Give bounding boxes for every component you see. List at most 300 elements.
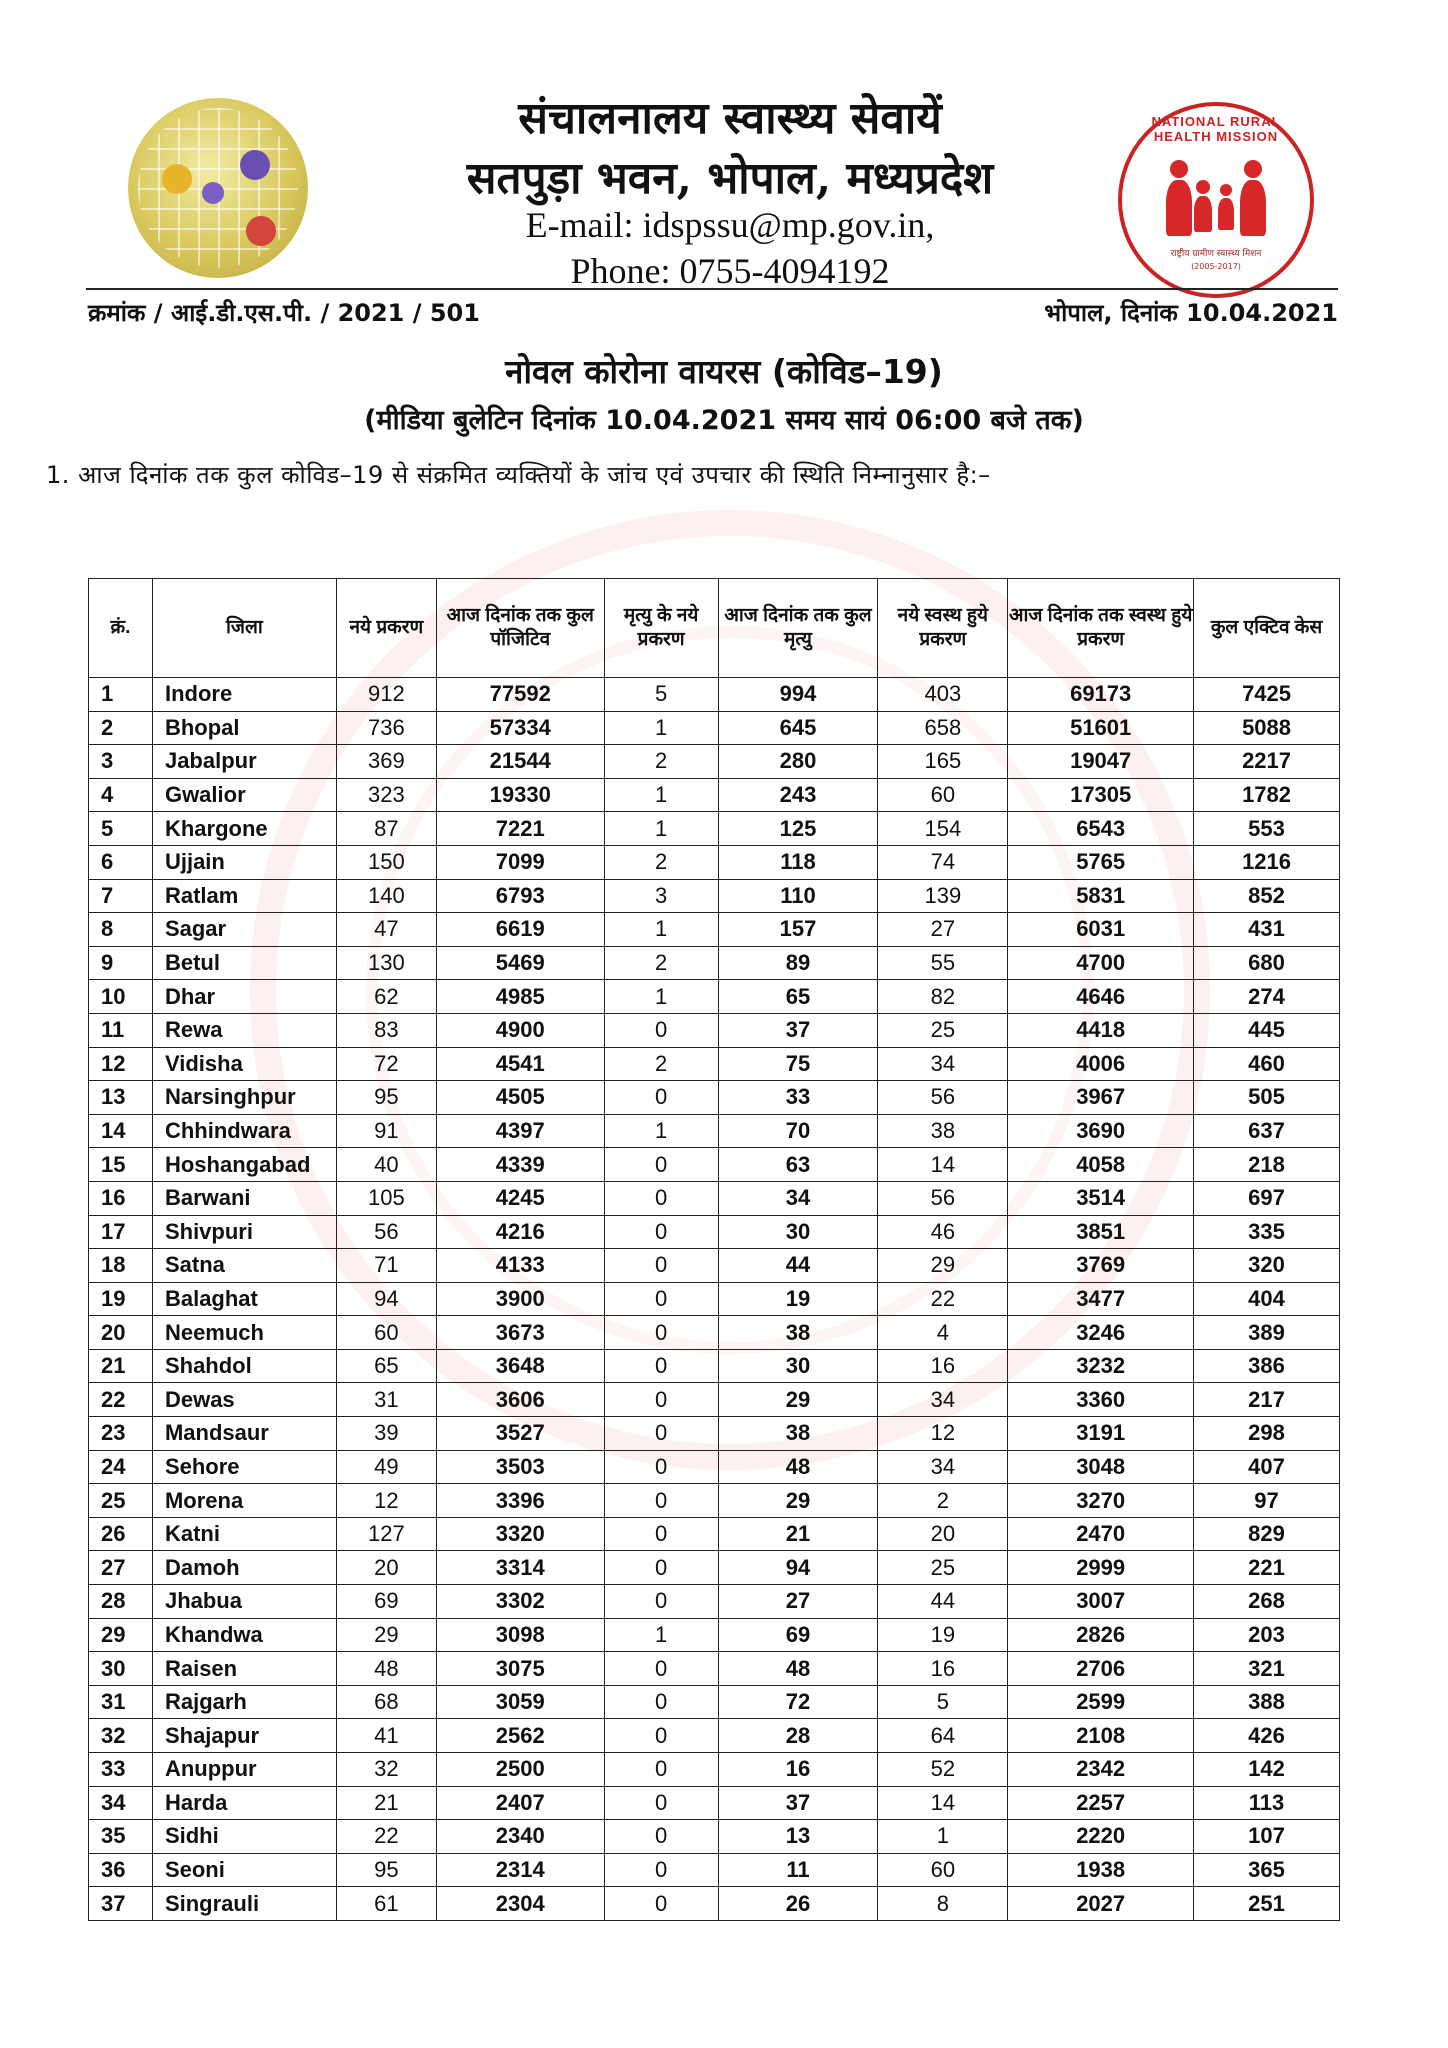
cell-new-cases: 56: [336, 1215, 436, 1249]
cell-sno: 15: [89, 1148, 153, 1182]
cell-total-positive: 3503: [436, 1450, 604, 1484]
cell-new-recovered: 25: [878, 1551, 1008, 1585]
cell-total-recovered: 5765: [1008, 845, 1194, 879]
cell-sno: 27: [89, 1551, 153, 1585]
header-new-deaths: मृत्यु के नये प्रकरण: [604, 579, 718, 678]
table-row: [89, 845, 1340, 879]
header-total-deaths: आज दिनांक तक कुल मृत्यु: [718, 579, 878, 678]
table-row: [89, 1786, 1340, 1820]
nrhm-logo-text: NATIONAL RURAL HEALTH MISSION: [1151, 114, 1281, 144]
cell-total-positive: 4985: [436, 980, 604, 1014]
table-row: [89, 1685, 1340, 1719]
cell-total-recovered: 2706: [1008, 1652, 1194, 1686]
cell-total-deaths: 48: [718, 1652, 878, 1686]
cell-active-cases: 460: [1194, 1047, 1340, 1081]
district-covid-table: [88, 578, 1340, 1921]
cell-new-recovered: 22: [878, 1282, 1008, 1316]
cell-district: Rewa: [152, 1013, 336, 1047]
cell-new-cases: 736: [336, 711, 436, 745]
cell-new-recovered: 154: [878, 812, 1008, 846]
cell-total-recovered: 3270: [1008, 1484, 1194, 1518]
table-row: [89, 1215, 1340, 1249]
cell-new-cases: 127: [336, 1517, 436, 1551]
header-new-cases: नये प्रकरण: [336, 579, 436, 678]
cell-active-cases: 852: [1194, 879, 1340, 913]
cell-district: Chhindwara: [152, 1114, 336, 1148]
department-address: सतपुड़ा भवन, भोपाल, मध्यप्रदेश: [466, 153, 994, 204]
cell-active-cases: 268: [1194, 1585, 1340, 1619]
cell-total-deaths: 37: [718, 1013, 878, 1047]
cell-total-deaths: 34: [718, 1181, 878, 1215]
cell-new-cases: 83: [336, 1013, 436, 1047]
cell-district: Sagar: [152, 913, 336, 947]
cell-new-recovered: 20: [878, 1517, 1008, 1551]
cell-new-recovered: 2: [878, 1484, 1008, 1518]
cell-new-cases: 62: [336, 980, 436, 1014]
cell-district: Raisen: [152, 1652, 336, 1686]
cell-total-recovered: 3477: [1008, 1282, 1194, 1316]
cell-new-deaths: 0: [604, 1786, 718, 1820]
cell-total-deaths: 29: [718, 1484, 878, 1518]
cell-sno: 20: [89, 1316, 153, 1350]
cell-district: Ujjain: [152, 845, 336, 879]
cell-active-cases: 218: [1194, 1148, 1340, 1182]
cell-sno: 37: [89, 1887, 153, 1921]
cell-total-deaths: 19: [718, 1282, 878, 1316]
place-date: भोपाल, दिनांक 10.04.2021: [1044, 299, 1338, 327]
cell-total-positive: 5469: [436, 946, 604, 980]
table-row: [89, 1551, 1340, 1585]
cell-total-recovered: 4700: [1008, 946, 1194, 980]
cell-new-deaths: 1: [604, 812, 718, 846]
cell-total-deaths: 38: [718, 1417, 878, 1451]
cell-total-positive: 77592: [436, 678, 604, 712]
cell-total-recovered: 4646: [1008, 980, 1194, 1014]
table-row: [89, 1484, 1340, 1518]
cell-total-positive: 4505: [436, 1081, 604, 1115]
cell-new-deaths: 0: [604, 1450, 718, 1484]
cell-sno: 17: [89, 1215, 153, 1249]
cell-new-cases: 105: [336, 1181, 436, 1215]
header-divider: [86, 288, 1338, 290]
cell-total-positive: 21544: [436, 745, 604, 779]
cell-total-deaths: 72: [718, 1685, 878, 1719]
cell-sno: 29: [89, 1618, 153, 1652]
cell-new-deaths: 0: [604, 1215, 718, 1249]
cell-new-recovered: 4: [878, 1316, 1008, 1350]
table-body: [89, 678, 1340, 1921]
family-figures-icon: [1160, 154, 1272, 244]
cell-new-recovered: 34: [878, 1383, 1008, 1417]
table-row: [89, 678, 1340, 712]
cell-new-recovered: 52: [878, 1753, 1008, 1787]
cell-total-recovered: 3514: [1008, 1181, 1194, 1215]
cell-new-cases: 31: [336, 1383, 436, 1417]
cell-sno: 4: [89, 778, 153, 812]
cell-total-positive: 19330: [436, 778, 604, 812]
cell-district: Harda: [152, 1786, 336, 1820]
cell-district: Rajgarh: [152, 1685, 336, 1719]
cell-new-recovered: 38: [878, 1114, 1008, 1148]
cell-total-positive: 4900: [436, 1013, 604, 1047]
table-row: [89, 1853, 1340, 1887]
cell-new-deaths: 0: [604, 1719, 718, 1753]
cell-new-cases: 65: [336, 1349, 436, 1383]
cell-sno: 21: [89, 1349, 153, 1383]
cell-new-recovered: 139: [878, 879, 1008, 913]
header-new-recovered: नये स्वस्थ हुये प्रकरण: [878, 579, 1008, 678]
cell-total-positive: 3098: [436, 1618, 604, 1652]
cell-district: Balaghat: [152, 1282, 336, 1316]
cell-district: Hoshangabad: [152, 1148, 336, 1182]
cell-district: Morena: [152, 1484, 336, 1518]
cell-total-deaths: 157: [718, 913, 878, 947]
cell-total-recovered: 2826: [1008, 1618, 1194, 1652]
cell-total-positive: 57334: [436, 711, 604, 745]
cell-new-deaths: 0: [604, 1685, 718, 1719]
cell-new-recovered: 14: [878, 1148, 1008, 1182]
cell-total-deaths: 70: [718, 1114, 878, 1148]
cell-total-positive: 6793: [436, 879, 604, 913]
table-row: [89, 711, 1340, 745]
cell-new-recovered: 34: [878, 1047, 1008, 1081]
cell-total-positive: 7099: [436, 845, 604, 879]
table-row: [89, 980, 1340, 1014]
table-row: [89, 745, 1340, 779]
cell-district: Shajapur: [152, 1719, 336, 1753]
cell-total-deaths: 65: [718, 980, 878, 1014]
cell-total-recovered: 3007: [1008, 1585, 1194, 1619]
cell-active-cases: 5088: [1194, 711, 1340, 745]
cell-total-recovered: 19047: [1008, 745, 1194, 779]
cell-total-positive: 6619: [436, 913, 604, 947]
cell-sno: 32: [89, 1719, 153, 1753]
cell-new-cases: 323: [336, 778, 436, 812]
cell-new-recovered: 25: [878, 1013, 1008, 1047]
cell-sno: 19: [89, 1282, 153, 1316]
cell-active-cases: 829: [1194, 1517, 1340, 1551]
cell-total-positive: 2500: [436, 1753, 604, 1787]
cell-sno: 22: [89, 1383, 153, 1417]
cell-new-cases: 47: [336, 913, 436, 947]
cell-district: Ratlam: [152, 879, 336, 913]
cell-active-cases: 505: [1194, 1081, 1340, 1115]
cell-total-recovered: 2999: [1008, 1551, 1194, 1585]
cell-new-cases: 95: [336, 1853, 436, 1887]
cell-total-positive: 3396: [436, 1484, 604, 1518]
cell-new-cases: 94: [336, 1282, 436, 1316]
cell-active-cases: 335: [1194, 1215, 1340, 1249]
cell-new-recovered: 14: [878, 1786, 1008, 1820]
cell-active-cases: 203: [1194, 1618, 1340, 1652]
cell-total-recovered: 5831: [1008, 879, 1194, 913]
cell-new-recovered: 56: [878, 1081, 1008, 1115]
cell-active-cases: 217: [1194, 1383, 1340, 1417]
cell-active-cases: 431: [1194, 913, 1340, 947]
cell-total-recovered: 4058: [1008, 1148, 1194, 1182]
cell-district: Shahdol: [152, 1349, 336, 1383]
cell-total-recovered: 2257: [1008, 1786, 1194, 1820]
table-row: [89, 1249, 1340, 1283]
table-row: [89, 1282, 1340, 1316]
cell-total-recovered: 51601: [1008, 711, 1194, 745]
cell-sno: 12: [89, 1047, 153, 1081]
cell-district: Barwani: [152, 1181, 336, 1215]
cell-sno: 35: [89, 1820, 153, 1854]
cell-active-cases: 142: [1194, 1753, 1340, 1787]
cell-district: Indore: [152, 678, 336, 712]
cell-total-positive: 4133: [436, 1249, 604, 1283]
cell-total-deaths: 29: [718, 1383, 878, 1417]
cell-new-recovered: 55: [878, 946, 1008, 980]
cell-total-positive: 3320: [436, 1517, 604, 1551]
table-row: [89, 1618, 1340, 1652]
cell-new-cases: 150: [336, 845, 436, 879]
cell-new-recovered: 60: [878, 1853, 1008, 1887]
cell-total-positive: 3606: [436, 1383, 604, 1417]
cell-sno: 9: [89, 946, 153, 980]
department-title: संचालनालय स्वास्थ्य सेवायें: [518, 93, 942, 144]
cell-new-deaths: 0: [604, 1484, 718, 1518]
cell-district: Gwalior: [152, 778, 336, 812]
cell-new-cases: 71: [336, 1249, 436, 1283]
cell-total-positive: 7221: [436, 812, 604, 846]
table-row: [89, 1887, 1340, 1921]
cell-active-cases: 1782: [1194, 778, 1340, 812]
cell-total-deaths: 21: [718, 1517, 878, 1551]
cell-new-recovered: 46: [878, 1215, 1008, 1249]
cell-total-deaths: 63: [718, 1148, 878, 1182]
bulletin-subtitle: (मीडिया बुलेटिन दिनांक 10.04.2021 समय सायं 06:00 बजे तक): [364, 405, 1084, 436]
logo-figure-red: [246, 216, 276, 246]
cell-district: Seoni: [152, 1853, 336, 1887]
table-row: [89, 1517, 1340, 1551]
cell-total-deaths: 27: [718, 1585, 878, 1619]
header-total-positive: आज दिनांक तक कुल पॉजिटिव: [436, 579, 604, 678]
cell-sno: 34: [89, 1786, 153, 1820]
cell-district: Bhopal: [152, 711, 336, 745]
cell-active-cases: 407: [1194, 1450, 1340, 1484]
cell-total-recovered: 3967: [1008, 1081, 1194, 1115]
table-row: [89, 1383, 1340, 1417]
cell-total-recovered: 3769: [1008, 1249, 1194, 1283]
cell-active-cases: 553: [1194, 812, 1340, 846]
cell-new-deaths: 1: [604, 1618, 718, 1652]
cell-total-recovered: 4006: [1008, 1047, 1194, 1081]
cell-district: Mandsaur: [152, 1417, 336, 1451]
cell-total-recovered: 17305: [1008, 778, 1194, 812]
cell-new-deaths: 0: [604, 1517, 718, 1551]
cell-sno: 11: [89, 1013, 153, 1047]
cell-active-cases: 321: [1194, 1652, 1340, 1686]
cell-new-cases: 95: [336, 1081, 436, 1115]
cell-active-cases: 97: [1194, 1484, 1340, 1518]
cell-total-recovered: 2108: [1008, 1719, 1194, 1753]
cell-new-recovered: 5: [878, 1685, 1008, 1719]
cell-new-recovered: 64: [878, 1719, 1008, 1753]
cell-total-deaths: 89: [718, 946, 878, 980]
cell-new-deaths: 0: [604, 1349, 718, 1383]
cell-total-recovered: 2220: [1008, 1820, 1194, 1854]
cell-new-recovered: 16: [878, 1652, 1008, 1686]
header-district: जिला: [152, 579, 336, 678]
cell-total-recovered: 3191: [1008, 1417, 1194, 1451]
cell-new-cases: 140: [336, 879, 436, 913]
cell-sno: 28: [89, 1585, 153, 1619]
cell-total-positive: 3648: [436, 1349, 604, 1383]
cell-total-positive: 2340: [436, 1820, 604, 1854]
cell-new-deaths: 0: [604, 1887, 718, 1921]
table-row: [89, 1081, 1340, 1115]
cell-new-cases: 12: [336, 1484, 436, 1518]
cell-sno: 30: [89, 1652, 153, 1686]
cell-total-deaths: 118: [718, 845, 878, 879]
cell-new-deaths: 0: [604, 1148, 718, 1182]
cell-new-deaths: 1: [604, 980, 718, 1014]
cell-total-deaths: 110: [718, 879, 878, 913]
cell-new-deaths: 3: [604, 879, 718, 913]
cell-total-recovered: 6543: [1008, 812, 1194, 846]
cell-new-cases: 32: [336, 1753, 436, 1787]
cell-total-recovered: 2027: [1008, 1887, 1194, 1921]
cell-active-cases: 637: [1194, 1114, 1340, 1148]
table-row: [89, 913, 1340, 947]
cell-active-cases: 113: [1194, 1786, 1340, 1820]
cell-active-cases: 386: [1194, 1349, 1340, 1383]
cell-total-deaths: 48: [718, 1450, 878, 1484]
cell-total-deaths: 11: [718, 1853, 878, 1887]
cell-total-deaths: 16: [718, 1753, 878, 1787]
cell-sno: 24: [89, 1450, 153, 1484]
cell-new-deaths: 1: [604, 1114, 718, 1148]
cell-sno: 1: [89, 678, 153, 712]
cell-new-deaths: 0: [604, 1181, 718, 1215]
nrhm-logo: [1118, 102, 1314, 298]
cell-active-cases: 251: [1194, 1887, 1340, 1921]
cell-district: Khandwa: [152, 1618, 336, 1652]
cell-total-deaths: 28: [718, 1719, 878, 1753]
cell-new-deaths: 2: [604, 946, 718, 980]
cell-new-recovered: 74: [878, 845, 1008, 879]
cell-total-deaths: 645: [718, 711, 878, 745]
cell-new-recovered: 403: [878, 678, 1008, 712]
cell-active-cases: 320: [1194, 1249, 1340, 1283]
cell-active-cases: 680: [1194, 946, 1340, 980]
cell-district: Dewas: [152, 1383, 336, 1417]
cell-new-deaths: 2: [604, 1047, 718, 1081]
cell-new-cases: 68: [336, 1685, 436, 1719]
cell-total-deaths: 125: [718, 812, 878, 846]
cell-new-deaths: 1: [604, 711, 718, 745]
cell-active-cases: 107: [1194, 1820, 1340, 1854]
table-row: [89, 1450, 1340, 1484]
cell-new-cases: 40: [336, 1148, 436, 1182]
cell-district: Damoh: [152, 1551, 336, 1585]
cell-sno: 8: [89, 913, 153, 947]
cell-new-deaths: 0: [604, 1249, 718, 1283]
nrhm-logo-years: (2005-2017): [1191, 262, 1241, 271]
department-phone: Phone: 0755-4094192: [570, 251, 890, 291]
cell-total-deaths: 37: [718, 1786, 878, 1820]
cell-new-cases: 39: [336, 1417, 436, 1451]
cell-active-cases: 426: [1194, 1719, 1340, 1753]
cell-sno: 25: [89, 1484, 153, 1518]
cell-new-deaths: 0: [604, 1081, 718, 1115]
cell-district: Narsinghpur: [152, 1081, 336, 1115]
cell-district: Katni: [152, 1517, 336, 1551]
cell-new-deaths: 0: [604, 1013, 718, 1047]
table-row: [89, 1753, 1340, 1787]
table-row: [89, 879, 1340, 913]
cell-total-recovered: 3246: [1008, 1316, 1194, 1350]
cell-total-positive: 3673: [436, 1316, 604, 1350]
table-row: [89, 1820, 1340, 1854]
cell-new-deaths: 0: [604, 1383, 718, 1417]
cell-total-positive: 3900: [436, 1282, 604, 1316]
table-row: [89, 1181, 1340, 1215]
cell-new-cases: 72: [336, 1047, 436, 1081]
table-header-row: [89, 579, 1340, 678]
cell-district: Khargone: [152, 812, 336, 846]
cell-total-recovered: 3232: [1008, 1349, 1194, 1383]
table-row: [89, 1417, 1340, 1451]
cell-district: Neemuch: [152, 1316, 336, 1350]
cell-district: Jhabua: [152, 1585, 336, 1619]
cell-sno: 2: [89, 711, 153, 745]
cell-new-cases: 22: [336, 1820, 436, 1854]
cell-total-positive: 2304: [436, 1887, 604, 1921]
cell-total-deaths: 38: [718, 1316, 878, 1350]
cell-total-deaths: 280: [718, 745, 878, 779]
logo-figure-purple: [240, 150, 270, 180]
cell-new-deaths: 0: [604, 1753, 718, 1787]
cell-district: Sehore: [152, 1450, 336, 1484]
cell-district: Singrauli: [152, 1887, 336, 1921]
cell-district: Jabalpur: [152, 745, 336, 779]
cell-sno: 31: [89, 1685, 153, 1719]
cell-total-positive: 4216: [436, 1215, 604, 1249]
cell-new-cases: 29: [336, 1618, 436, 1652]
table-row: [89, 1652, 1340, 1686]
cell-new-recovered: 29: [878, 1249, 1008, 1283]
cell-new-cases: 912: [336, 678, 436, 712]
cell-total-deaths: 94: [718, 1551, 878, 1585]
cell-sno: 18: [89, 1249, 153, 1283]
cell-sno: 5: [89, 812, 153, 846]
cell-new-recovered: 12: [878, 1417, 1008, 1451]
cell-new-deaths: 0: [604, 1316, 718, 1350]
cell-sno: 23: [89, 1417, 153, 1451]
cell-district: Vidisha: [152, 1047, 336, 1081]
cell-active-cases: 7425: [1194, 678, 1340, 712]
cell-new-recovered: 1: [878, 1820, 1008, 1854]
cell-sno: 13: [89, 1081, 153, 1115]
cell-district: Betul: [152, 946, 336, 980]
cell-total-deaths: 243: [718, 778, 878, 812]
cell-district: Anuppur: [152, 1753, 336, 1787]
table-row: [89, 1349, 1340, 1383]
cell-new-deaths: 0: [604, 1652, 718, 1686]
table-row: [89, 946, 1340, 980]
table-row: [89, 778, 1340, 812]
cell-total-recovered: 1938: [1008, 1853, 1194, 1887]
reference-number: क्रमांक / आई.डी.एस.पी. / 2021 / 501: [88, 299, 480, 327]
cell-new-cases: 48: [336, 1652, 436, 1686]
cell-district: Satna: [152, 1249, 336, 1283]
cell-active-cases: 221: [1194, 1551, 1340, 1585]
table-row: [89, 1585, 1340, 1619]
cell-district: Sidhi: [152, 1820, 336, 1854]
